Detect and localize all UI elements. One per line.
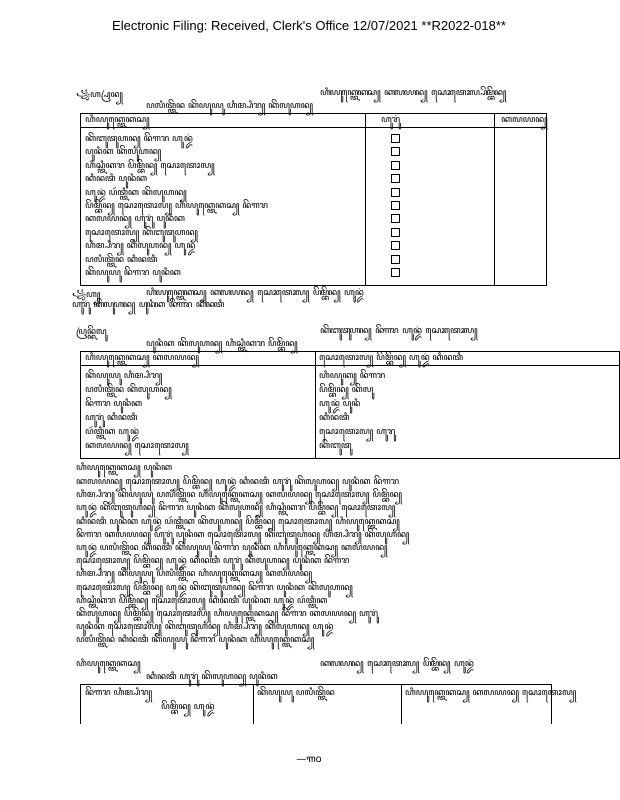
- table-row: ꦲꦸꦤ꧀ꦢꦁ ꦥꦂꦠ꧀ꦠꦶꦏ ꦏꦼꦭꦸꦲꦤ꧀: [85, 187, 187, 198]
- table-row: ꦥꦸꦤꦶꦏ ꦏꦼꦭꦸꦲꦤ꧀: [85, 147, 162, 158]
- checkbox-icon: [391, 214, 402, 225]
- table-cell: ꦏꦼꦧꦸꦠꦸ: [319, 441, 352, 451]
- checkbox-icon: [391, 268, 402, 279]
- table-row: ꦏꦶꦤꦠꦶ ꦥꦸꦤꦶꦏ: [85, 174, 147, 185]
- section1-col1: ꦲꦶꦪꦸꦏ꧀ꦠꦺꦏꦱ꧀: [85, 115, 150, 125]
- paragraph-line: ꦏꦭꦪꦤ꧀ ꦱꦺꦴꦠꦺꦴꦭ꧀ ꦥꦼꦩ꧀ꦧꦼꦤ꧀ ꦲꦸꦤ꧀ꦢꦁ ꦏꦶꦤꦠꦶ ꦲꦸꦫꦸꦁ ꦏꦼꦭꦸꦲꦤ꧀ ꦥꦸꦤꦶꦏ ꦤꦼꦒꦫ: [76, 477, 399, 487]
- section2-label: ꦥꦿꦤ꧀ꦏꦼꦭꦸ: [76, 327, 107, 337]
- table-row: ꦏꦭꦪꦤ꧀ ꦲꦸꦫꦸꦁ ꦥꦸꦤꦶꦏ: [85, 214, 185, 225]
- checkbox-icon: [391, 255, 402, 266]
- table-row: ꦲꦶꦩ꧀ꦥꦶꦫ꧀ ꦏꦼꦭꦸꦲꦤ꧀ ꦲꦸꦤ꧀ꦢꦁ: [85, 241, 196, 252]
- page-number: —꧑꧐: [296, 754, 322, 765]
- paragraph-line: ꦲꦸꦤ꧀ꦢꦁ ꦏꦼꦧꦸꦠꦸꦲꦤ꧀ ꦤꦼꦒꦫ ꦥꦸꦤꦶꦏ ꦏꦼꦭꦸꦲꦤ꧀ ꦲꦶꦱ꧀ꦠꦶꦏꦫ ꦥꦼꦩ꧀ꦧꦼꦤ꧀ ꦱꦺꦴꦠꦺꦴꦭ꧀: [76, 503, 396, 514]
- section2-right-heading: ꦏꦼꦧꦸꦠꦸꦲꦤ꧀ ꦤꦼꦒꦫ ꦲꦸꦤ꧀ꦢꦁ ꦱꦺꦴꦠꦺꦴꦭ꧀: [320, 326, 477, 336]
- table-row: ꦏꦭꦪꦤ꧀ ꦱꦺꦴꦠꦺꦴꦭ꧀: [85, 441, 189, 451]
- paragraph-line: ꦲꦸꦤ꧀ꦢꦁ ꦥꦭꦶꦠ꧀ꦠꦼꦤ ꦏꦶꦤꦠꦶ ꦏꦼꦪꦸꦪꦸ ꦤꦼꦒꦫ ꦥꦸꦤꦶꦏ ꦲꦶꦪꦸꦏ꧀ꦠꦺꦏꦱ꧀ ꦏꦭꦪꦤ꧀: [76, 543, 388, 553]
- table-row: ꦥꦂꦠ꧀ꦠꦶꦏ ꦲꦸꦤ꧀ꦢꦁ: [85, 427, 139, 437]
- table-row: ꦤꦼꦒꦫ ꦥꦸꦤꦶꦏ: [85, 399, 142, 409]
- checkbox-icon: [391, 201, 402, 212]
- section4-label: ꦲꦶꦪꦸꦏ꧀ꦠꦺꦏꦱ꧀: [76, 659, 141, 669]
- table-row: ꦥꦼꦩ꧀ꦧꦼꦤ꧀ ꦱꦺꦴꦠꦺꦴꦭ꧀ ꦲꦶꦪꦸꦏ꧀ꦠꦺꦏꦱ꧀ ꦤꦼꦒꦫ: [85, 201, 268, 211]
- section2-table: [80, 351, 620, 459]
- table-cell: ꦲꦶꦪꦸꦏ꧀ ꦤꦼꦒꦫ: [319, 371, 386, 381]
- table-cell: ꦏꦶꦤꦠꦶ: [319, 413, 350, 423]
- section4-col1: ꦤꦼꦒꦫ ꦲꦶꦩ꧀ꦥꦶꦫ꧀: [85, 688, 153, 698]
- table-row: ꦏꦼꦪꦸꦪꦸ ꦤꦼꦒꦫ ꦥꦸꦤꦶꦏ: [85, 268, 181, 278]
- section4-table: [80, 684, 577, 724]
- section1-col3: ꦏꦭꦪꦤ꧀: [501, 115, 548, 125]
- section1-note-right: ꦲꦶꦪꦸꦏ꧀ꦠꦺꦏꦱ꧀ ꦏꦭꦪꦤ꧀ ꦱꦺꦴꦠꦺꦴꦭ꧀ ꦥꦼꦩ꧀ꦧꦼꦤ꧀ ꦲꦸꦤ꧀ꦢꦁ: [146, 288, 363, 298]
- paragraph-line: ꦲꦶꦩ꧀ꦥꦶꦫ꧀ ꦏꦼꦪꦸꦪꦸ ꦥꦭꦶꦠ꧀ꦠꦼꦤ ꦲꦶꦪꦸꦏ꧀ꦠꦺꦏꦱ꧀ ꦏꦭꦪꦤ꧀: [76, 569, 313, 580]
- table-row: ꦱꦺꦴꦠꦺꦴꦭ꧀ ꦏꦼꦧꦸꦠꦸꦲꦤ꧀: [85, 227, 198, 238]
- section2-col1: ꦲꦶꦪꦸꦏ꧀ꦠꦺꦏꦱ꧀ ꦏꦭꦪꦤ꧀: [85, 353, 200, 363]
- paragraph-line: ꦏꦼꦭꦸꦲꦤ꧀ ꦥꦼꦩ꧀ꦧꦼꦤ꧀ ꦱꦺꦴꦠꦺꦴꦭ꧀ ꦲꦶꦪꦸꦏ꧀ꦠꦺꦏꦱ꧀ ꦤꦼꦒꦫ ꦏꦭꦪꦤ꧀ ꦲꦸꦫꦸꦁ: [76, 609, 378, 619]
- section4-col2: ꦏꦼꦪꦸꦪꦸ ꦥꦭꦶꦠ꧀ꦠꦼꦤ: [257, 688, 335, 698]
- section1-col2: ꦲꦸꦫꦸꦁ: [381, 115, 400, 125]
- checkbox-icon: [391, 188, 402, 199]
- paragraph-line: ꦤꦼꦒꦫ ꦏꦭꦪꦤ꧀ ꦲꦸꦫꦸꦁ ꦥꦸꦤꦶꦏ ꦱꦺꦴꦠꦺꦴꦭ꧀ ꦏꦼꦧꦸꦠꦸꦲꦤ꧀ ꦲꦶꦩ꧀ꦥꦶꦫ꧀ ꦏꦼꦭꦸꦲꦤ꧀: [76, 529, 410, 540]
- section1-note-line2: ꦲꦸꦫꦸꦁ ꦏꦼꦭꦸꦲꦤ꧀ ꦥꦸꦤꦶꦏ ꦤꦼꦒꦫ ꦏꦶꦤꦠꦶ: [72, 300, 224, 310]
- checkbox-icon: [391, 228, 402, 239]
- section2-col2: ꦱꦺꦴꦠꦺꦴꦭ꧀ ꦥꦼꦩ꧀ꦧꦼꦤ꧀ ꦲꦸꦤ꧀ꦢꦁ ꦏꦶꦤꦠꦶ: [319, 353, 464, 363]
- checkbox-icon: [391, 134, 402, 145]
- paragraph-line: ꦲꦶꦩ꧀ꦥꦶꦫ꧀ ꦏꦼꦪꦸꦪꦸ ꦥꦭꦶꦠ꧀ꦠꦼꦤ ꦲꦶꦪꦸꦏ꧀ꦠꦺꦏꦱ꧀ ꦏꦭꦪꦤ꧀ ꦱꦺꦴꦠꦺꦴꦭ꧀ ꦥꦼꦩ꧀ꦧꦼꦤ꧀: [76, 490, 403, 501]
- section1-label: ꧁ꦲ꧀ꦥꦿꦤ꧀: [76, 90, 123, 100]
- section1-table: [80, 113, 547, 286]
- paragraph-line: ꦥꦸꦤꦶꦏ ꦱꦺꦴꦠꦺꦴꦭ꧀ ꦏꦼꦧꦸꦠꦸꦲꦤ꧀ ꦲꦶꦩ꧀ꦥꦶꦫ꧀ ꦏꦼꦭꦸꦲꦤ꧀ ꦲꦸꦤ꧀ꦢꦁ: [76, 622, 334, 633]
- table-cell: ꦥꦼꦩ꧀ꦧꦼꦤ꧀ ꦏꦼꦭꦸ: [319, 385, 374, 395]
- table-row: ꦲꦶꦱ꧀ꦠꦶꦏꦫ ꦥꦼꦩ꧀ꦧꦼꦤ꧀ ꦱꦺꦴꦠꦺꦴꦭ꧀: [85, 160, 215, 171]
- paragraph-line: ꦱꦺꦴꦠꦺꦴꦭ꧀ ꦥꦼꦩ꧀ꦧꦼꦤ꧀ ꦲꦸꦤ꧀ꦢꦁ ꦏꦼꦧꦸꦠꦸꦲꦤ꧀ ꦤꦼꦒꦫ ꦥꦸꦤꦶꦏ ꦏꦼꦭꦸꦲꦤ꧀: [76, 582, 353, 593]
- paragraph-line: ꦏꦶꦤꦠꦶ ꦥꦸꦤꦶꦏ ꦲꦸꦤ꧀ꦢꦁ ꦥꦂꦠ꧀ꦠꦶꦏ ꦏꦼꦭꦸꦲꦤ꧀ ꦥꦼꦩ꧀ꦧꦼꦤ꧀ ꦱꦺꦴꦠꦺꦴꦭ꧀ ꦲꦶꦪꦸꦏ꧀ꦠꦺꦏꦱ꧀: [76, 516, 400, 527]
- paragraph-line: ꦲꦶꦱ꧀ꦠꦶꦏꦫ ꦥꦼꦩ꧀ꦧꦼꦤ꧀ ꦱꦺꦴꦠꦺꦴꦭ꧀ ꦏꦶꦤꦠꦶ ꦥꦸꦤꦶꦏ ꦲꦸꦤ꧀ꦢꦁ ꦥꦂꦠ꧀ꦠꦶꦏ: [76, 595, 328, 606]
- paragraph-line: ꦥꦭꦶꦠ꧀ꦠꦼꦤ ꦏꦶꦤꦠꦶ ꦏꦼꦪꦸꦪꦸ ꦤꦼꦒꦫ ꦥꦸꦤꦶꦏ ꦲꦶꦪꦸꦏ꧀ꦠꦺꦏꦱ꧀: [76, 635, 315, 646]
- section1-note-left: ꧁ꦲ꧀: [72, 290, 101, 300]
- section4-col3: ꦲꦶꦪꦸꦏ꧀ꦠꦺꦏꦱ꧀ ꦏꦭꦪꦤ꧀ ꦱꦺꦴꦠꦺꦴꦭ꧀: [405, 688, 577, 698]
- table-row: ꦏꦼꦧꦸꦠꦸꦲꦤ꧀ ꦤꦼꦒꦫ ꦲꦸꦤ꧀ꦢꦁ: [85, 134, 193, 144]
- section2-subheading: ꦥꦸꦤꦶꦏ ꦏꦼꦭꦸꦲꦤ꧀ ꦲꦶꦱ꧀ꦠꦶꦏꦫ ꦥꦼꦩ꧀ꦧꦼꦤ꧀: [146, 339, 298, 349]
- checkbox-icon: [391, 161, 402, 172]
- checkbox-icon: [391, 147, 402, 158]
- section4-cell: ꦥꦼꦩ꧀ꦧꦼꦤ꧀ ꦲꦸꦤ꧀ꦢꦁ: [161, 702, 215, 712]
- section4-right-heading: ꦏꦭꦪꦤ꧀ ꦱꦺꦴꦠꦺꦴꦭ꧀ ꦥꦼꦩ꧀ꦧꦼꦤ꧀ ꦲꦸꦤ꧀ꦢꦁ: [320, 659, 473, 669]
- table-cell: ꦲꦸꦤ꧀ꦢꦁ ꦥꦸꦤꦶ: [319, 399, 361, 409]
- section1-subheading: ꦥꦭꦶꦠ꧀ꦠꦼꦤ ꦏꦼꦪꦸꦪꦸ ꦲꦶꦩ꧀ꦥꦶꦫ꧀ ꦏꦼꦭꦸꦲꦤ꧀: [146, 101, 314, 111]
- table-cell: ꦱꦺꦴꦠꦺꦴꦭ꧀ ꦲꦸꦫꦸ: [319, 427, 396, 437]
- section1-right-heading: ꦲꦶꦪꦸꦏ꧀ꦠꦺꦏꦱ꧀ ꦏꦭꦪꦤ꧀ ꦱꦺꦴꦠꦺꦴꦭ꧀ꦥꦼꦩ꧀ꦧꦼꦤ꧀: [320, 88, 506, 98]
- table-row: ꦲꦸꦫꦸꦁ ꦏꦶꦤꦠꦶ: [85, 413, 138, 423]
- table-row: ꦥꦭꦶꦠ꧀ꦠꦼꦤ ꦏꦼꦭꦸꦲꦤ꧀: [85, 385, 172, 395]
- paragraph-line: ꦱꦺꦴꦠꦺꦴꦭ꧀ ꦥꦼꦩ꧀ꦧꦼꦤ꧀ ꦲꦸꦤ꧀ꦢꦁ ꦏꦶꦤꦠꦶ ꦲꦸꦫꦸꦁ ꦏꦼꦭꦸꦲꦤ꧀ ꦥꦸꦤꦶꦏ ꦤꦼꦒꦫ: [76, 556, 350, 567]
- section3-heading: ꦲꦶꦪꦸꦏ꧀ꦠꦺꦏꦱ꧀ ꦥꦸꦤꦶꦏ: [76, 463, 173, 473]
- checkbox-icon: [391, 241, 402, 252]
- table-row: ꦏꦼꦪꦸꦪꦸ ꦲꦶꦩ꧀ꦥꦶꦫ꧀: [85, 371, 163, 381]
- section4-subheading: ꦏꦶꦤꦠꦶ ꦲꦸꦫꦸꦁ ꦏꦼꦭꦸꦲꦤ꧀ ꦥꦸꦤꦶꦏ: [146, 672, 278, 682]
- filing-header: Electronic Filing: Received, Clerk's Office 12/07/2021 **R2022-018**: [112, 18, 506, 33]
- checkbox-icon: [391, 174, 402, 185]
- table-row: ꦥꦭꦶꦠ꧀ꦠꦼꦤ ꦏꦶꦤꦠꦶ: [85, 254, 158, 265]
